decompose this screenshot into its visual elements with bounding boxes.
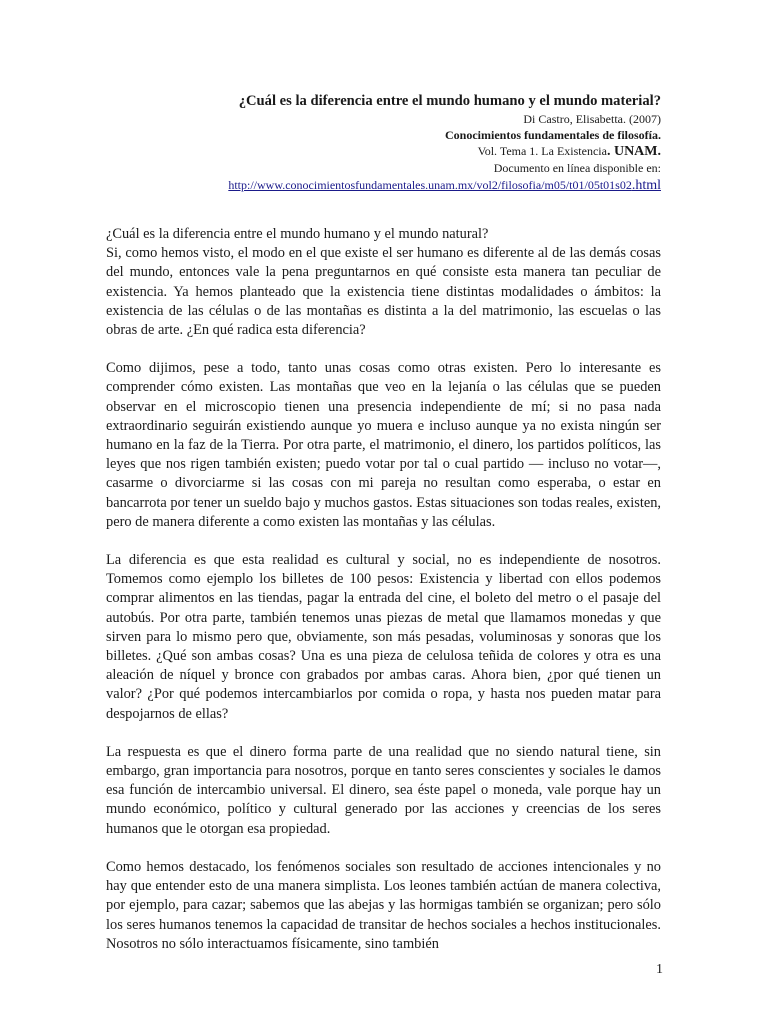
volume-line <box>100 143 661 160</box>
paragraph-5: Como hemos destacado, los fenómenos sociales son resultado de acciones intencionales y no hay que entender esto de una manera simplista. Los leones también actúan de manera colectiva, por ejemplo, para cazar; sabemos que las abejas y las hormigas también se organizan; pero sólo los seres humanos tenemos la capacidad de transitar de hechos sociales a hechos institucionales. Nosotros no sólo interactuamos físicamente, sino también <box>106 858 661 952</box>
volume-text: Vol. Tema 1. La Existencia <box>477 144 607 158</box>
document-title: ¿Cuál es la diferencia entre el mundo humano y el mundo material? <box>238 93 661 109</box>
source-url-main: http://www.conocimientosfundamentales.unam.mx/vol2/filosofia/m05/t01/05t01s02 <box>228 178 632 192</box>
paragraph-4: La respuesta es que el dinero forma parte de una realidad que no siendo natural tiene, sin embargo, gran importancia para nosotros, porque en tanto seres conscientes y sociales le damos esa función de intercambio universal. El dinero, sea éste papel o moneda, vale porque hay un mundo económico, político y cultural generado por las acciones y creencias de los seres humanos que le otorgan esa propiedad. <box>106 743 661 837</box>
paragraph-2: Como dijimos, pese a todo, tanto unas cosas como otras existen. Pero lo interesante es comprender cómo existen. Las montañas que veo en la lejanía o las células que se pueden observar en el microscopio tienen una presencia independiente de mí; si no pasa nada extraordinario seguirán existiendo aunque yo muera e incluso aunque ya no exista ningún ser humano en la faz de la Tierra. Por otra parte, el matrimonio, el dinero, los partidos políticos, las leyes que nos rigen también existen; puedo votar por tal o cual partido — incluso no votar—, casarme o divorciarme si las cosas con mi pareja no resultan como esperaba, o estar en bancarrota por tener un sueldo bajo y muchos gastos. Estas situaciones son todas reales, existen, pero de manera diferente a como existen las montañas y las células. <box>106 360 661 530</box>
publisher: UNAM. <box>613 144 661 159</box>
paragraph-1: Si, como hemos visto, el modo en el que existe el ser humano es diferente al de las demás cosas del mundo, entonces vale la pena preguntarnos en qué consiste esta manera tan peculiar de existencia. Ya hemos planteado que la existencia tiene distintas modalidades o ámbitos: la existencia de las células o de las montañas es distinta a la del matrimonio, las escuelas o las obras de arte. ¿En qué radica esta diferencia? <box>106 245 661 339</box>
volume-separator: . <box>606 144 614 159</box>
availability-note: Documento en línea disponible en: <box>493 161 661 175</box>
body-text <box>106 225 661 954</box>
citation-header <box>100 92 661 195</box>
source-url-link[interactable] <box>228 176 661 195</box>
book-title: Conocimientos fundamentales de filosofía. <box>445 128 661 142</box>
author-year: Di Castro, Elisabetta. (2007) <box>523 112 661 126</box>
page-number: 1 <box>656 962 663 977</box>
source-url-extension: .html <box>631 178 661 193</box>
paragraph-3: La diferencia es que esta realidad es cultural y social, no es independiente de nosotros. Tomemos como ejemplo los billetes de 100 pesos: Existencia y libertad con ellos podemos comprar alimentos en las tiendas, pagar la entrada del cine, el boleto del metro o el pasaje del autobús. Por otra parte, también tenemos unas piezas de metal que llamamos monedas y que sirven para lo mismo pero que, obviamente, son más pesadas, voluminosas y sonoras que los billetes. ¿Qué son ambas cosas? Una es una pieza de celulosa teñida de colores y otra es una aleación de níquel y bronce con grabados por ambas caras. Ahora bien, ¿por qué tienen un valor? ¿Por qué podemos intercambiarlos por comida o ropa, y hasta nos pueden matar para despojarnos de ellas? <box>106 552 661 722</box>
question-heading: ¿Cuál es la diferencia entre el mundo humano y el mundo natural? <box>106 226 489 242</box>
